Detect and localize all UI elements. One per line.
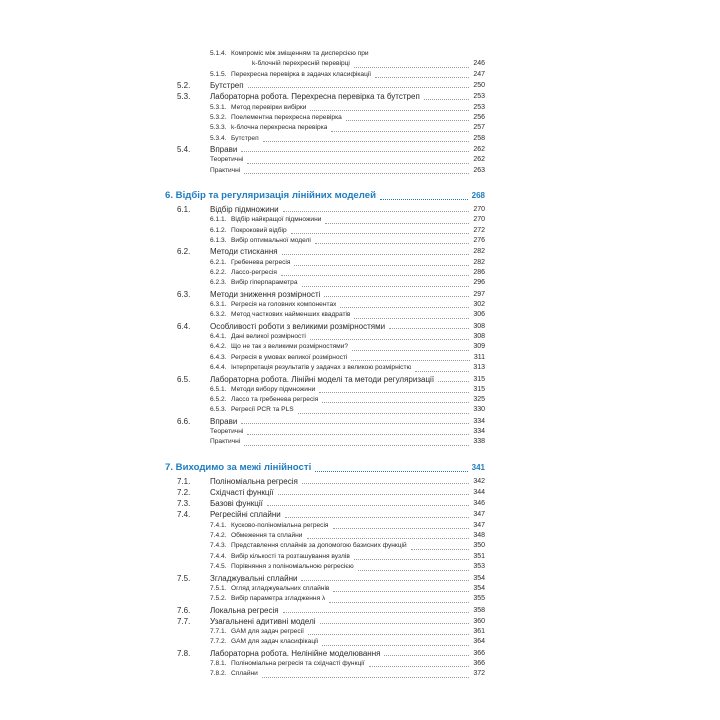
toc-subsection[interactable] [165,385,485,395]
entry-title: Східчасті функції [210,488,274,498]
dot-leader [283,211,470,212]
entry-page-number: 364 [473,638,485,646]
entry-page-number: 246 [473,60,485,68]
entry-title: Поліноміальна регресія та східчасті функції [231,659,365,667]
toc-subsection[interactable] [165,268,485,278]
entry-title: Вправи [210,145,238,155]
entry-number: 5.3.1. [210,103,227,111]
entry-number: 6.3.1. [210,300,227,308]
entry-number: 5.2. [177,81,191,91]
entry-title: Базові функції [210,499,263,509]
toc-subsection[interactable] [165,562,485,572]
dot-leader [411,549,470,550]
dot-leader [285,517,470,518]
toc-subsection[interactable] [165,594,485,604]
entry-title: Вибір кількості та розташування вузлів [231,552,350,560]
entry-page-number: 358 [473,606,485,614]
toc-subsection[interactable] [165,103,485,113]
toc-subsection[interactable] [165,521,485,531]
entry-title: Вправи [210,416,238,426]
entry-title: Перехресна перевірка в задачах класифікації [231,70,372,78]
toc-section[interactable] [165,648,485,659]
entry-number: 7.7. [177,616,191,626]
toc-subsection[interactable] [165,258,485,268]
dot-leader [369,666,470,667]
toc-subsection[interactable] [165,637,485,647]
entry-number: 5.4. [177,145,191,155]
entry-number: 7.4.2. [210,531,227,539]
toc-subsection[interactable] [165,363,485,373]
toc-subsection[interactable] [165,310,485,320]
entry-page-number: 361 [473,627,485,635]
entry-number: 6.1.2. [210,226,227,234]
entry-page-number: 263 [473,166,485,174]
dot-leader [351,360,469,361]
entry-title: Методи вибору підмножини [231,385,316,393]
toc-subsection[interactable] [165,166,485,176]
entry-page-number: 315 [473,375,485,383]
toc-subsection[interactable] [165,134,485,144]
toc-section[interactable] [165,509,485,520]
entry-number: 5.3.2. [210,113,227,121]
dot-leader [262,677,469,678]
entry-page-number: 276 [473,237,485,245]
toc-subsection[interactable] [165,627,485,637]
entry-number: 6.5.3. [210,406,227,414]
entry-number: 7.2. [177,488,191,498]
toc-section[interactable] [165,616,485,627]
dot-leader [354,67,469,68]
dot-leader [322,645,469,646]
entry-title: Теоретичні [210,156,244,164]
dot-leader [352,350,469,351]
entry-title: Методи зниження розмірності [210,289,321,299]
entry-page-number: 366 [473,659,485,667]
entry-page-number: 262 [473,156,485,164]
entry-page-number: 334 [473,428,485,436]
dot-leader [333,591,469,592]
entry-number: 7.3. [177,499,191,509]
entry-number: 5.3.4. [210,134,227,142]
entry-title: Представлення сплайнів за допомогою базисних функцій [231,542,407,550]
entry-page-number: 354 [473,574,485,582]
dot-leader [278,494,470,495]
entry-number: 7.7.1. [210,627,227,635]
dot-leader [315,471,467,472]
entry-number: 6.5.1. [210,385,227,393]
dot-leader [294,265,469,266]
entry-page-number: 308 [473,332,485,340]
entry-title: Лабораторна робота. Нелінійне моделювання [210,648,381,658]
entry-page-number: 262 [473,146,485,154]
dot-leader [248,87,470,88]
entry-number: 6.1.3. [210,237,227,245]
dot-leader [241,423,469,424]
dot-leader [325,223,469,224]
entry-title: Поліноміальна регресія [210,476,298,486]
entry-number: 6.1.1. [210,216,227,224]
entry-number: 7.1. [177,476,191,486]
toc-section[interactable] [165,80,485,91]
dot-leader [354,318,469,319]
entry-title: Обмеження та сплайни [231,531,303,539]
toc-subsection[interactable] [165,659,485,669]
entry-title: Огляд згладжувальних сплайнів [231,584,330,592]
entry-page-number: 355 [473,595,485,603]
toc-subsection[interactable] [165,49,485,59]
entry-page-number: 353 [473,563,485,571]
entry-page-number: 297 [473,290,485,298]
entry-number: 6.2.2. [210,269,227,276]
toc-subsection[interactable] [165,427,485,437]
toc-subsection[interactable] [165,405,485,415]
toc-section[interactable] [165,289,485,300]
toc-subsection[interactable] [165,342,485,352]
dot-leader [319,392,469,393]
entry-title: Згладжувальні сплайни [210,573,298,583]
entry-number: 5.3.3. [210,124,227,132]
dot-leader [315,243,469,244]
toc-subsection[interactable] [165,353,485,363]
entry-title: Гребенева регресія [231,258,291,266]
toc-subsection[interactable] [165,669,485,679]
entry-page-number: 338 [473,438,485,446]
entry-title: GAM для задач класифікації [231,638,319,646]
entry-page-number: 250 [473,82,485,90]
toc-subsection[interactable] [165,332,485,342]
dot-leader [389,328,469,329]
toc-chapter[interactable] [165,189,485,203]
entry-title: Покроковий відбір [231,226,287,234]
entry-title: Що не так з великими розмірностями? [231,343,349,351]
entry-title: Методи стискання [210,247,278,257]
entry-title: Кусково-поліноміальна регресія [231,521,329,529]
entry-page-number: 272 [473,226,485,234]
dot-leader [375,77,469,78]
entry-title: Регресії PCR та PLS [231,406,294,414]
entry-page-number: 341 [471,462,485,472]
entry-page-number: 257 [473,124,485,132]
dot-leader [267,505,469,506]
dot-leader [283,612,470,613]
toc-subsection[interactable] [165,395,485,405]
entry-title: Лассо та гребенева регресія [231,396,319,404]
entry-title: GAM для задач регресії [231,627,304,635]
entry-title: k-блочній перехресній перевірці [252,60,350,68]
entry-title: Локальна регресія [210,605,279,615]
toc-subsection-continuation[interactable] [165,59,485,69]
entry-title: Регресійні сплайни [210,510,281,520]
toc-subsection[interactable] [165,278,485,288]
dot-leader [310,110,469,111]
dot-leader [340,307,469,308]
entry-title: 7. Виходимо за межі лінійності [165,461,312,473]
entry-page-number: 372 [473,670,485,678]
dot-leader [298,413,470,414]
dot-leader [301,580,469,581]
entry-page-number: 286 [473,269,485,276]
toc-subsection[interactable] [165,552,485,562]
dot-leader [358,570,470,571]
dot-leader [333,528,470,529]
entry-number: 6.2. [177,247,191,257]
entry-page-number: 258 [473,134,485,142]
dot-leader [415,371,469,372]
entry-page-number: 315 [473,385,485,393]
table-of-contents [165,49,485,680]
dot-leader [247,163,469,164]
entry-title: Лабораторна робота. Перехресна перевірка та бутстреп [210,92,420,102]
entry-title: Метод перевірки вибірки [231,103,307,111]
entry-title: Метод часткових найменших квадратів [231,311,351,319]
toc-subsection[interactable] [165,236,485,246]
toc-subsection[interactable] [165,113,485,123]
entry-title: Бутстреп [231,134,259,142]
entry-number: 6.4.1. [210,332,227,340]
entry-page-number: 268 [471,191,485,201]
entry-title: Дані великої розмірності [231,332,306,340]
dot-leader [307,538,470,539]
entry-page-number: 347 [473,521,485,529]
entry-number: 7.8.2. [210,670,227,678]
entry-page-number: 344 [473,489,485,497]
dot-leader [247,434,469,435]
toc-section[interactable] [165,91,485,102]
entry-title: Вибір оптимальної моделі [231,237,311,245]
entry-number: 6.3.2. [210,311,227,319]
entry-number: 7.4.5. [210,563,227,571]
toc-subsection[interactable] [165,584,485,594]
entry-page-number: 366 [473,649,485,657]
dot-leader [241,151,469,152]
entry-title: Вибір гіперпараметра [231,279,298,287]
entry-number: 6.4.3. [210,353,227,361]
entry-number: 5.3. [177,92,191,102]
entry-page-number: 302 [473,300,485,308]
dot-leader [282,254,470,255]
entry-number: 7.5. [177,573,191,583]
entry-page-number: 360 [473,617,485,625]
dot-leader [324,296,469,297]
toc-subsection[interactable] [165,226,485,236]
dot-leader [380,199,468,200]
entry-page-number: 325 [473,396,485,404]
toc-subsection[interactable] [165,70,485,80]
entry-page-number: 350 [473,542,485,550]
toc-section[interactable] [165,416,485,427]
entry-page-number: 308 [473,322,485,330]
entry-page-number: 256 [473,113,485,121]
entry-number: 6.2.3. [210,279,227,287]
toc-section[interactable] [165,144,485,155]
dot-leader [424,99,470,100]
toc-section[interactable] [165,204,485,215]
entry-number: 7.5.1. [210,584,227,592]
entry-title: Теоретичні [210,428,244,436]
entry-number: 6.4.2. [210,343,227,351]
dot-leader [329,602,469,603]
toc-chapter[interactable] [165,461,485,475]
entry-title: k-блочна перехресна перевірка [231,124,328,132]
entry-page-number: 311 [473,353,485,361]
toc-section[interactable] [165,498,485,509]
toc-subsection[interactable] [165,531,485,541]
entry-number: 5.1.5. [210,70,227,78]
dot-leader [438,381,469,382]
entry-page-number: 351 [473,552,485,560]
entry-number: 6.3. [177,289,191,299]
entry-number: 5.1.4. [210,49,227,57]
entry-number: 7.4.1. [210,521,227,529]
entry-number: 6.5. [177,374,191,384]
dot-leader [244,173,469,174]
entry-page-number: 282 [473,248,485,256]
toc-subsection[interactable] [165,123,485,133]
entry-page-number: 247 [473,70,485,78]
entry-number: 6.2.1. [210,258,227,266]
dot-leader [384,655,469,656]
dot-leader [291,233,470,234]
entry-number: 7.4.3. [210,542,227,550]
entry-page-number: 253 [473,93,485,101]
toc-section[interactable] [165,487,485,498]
entry-page-number: 313 [473,364,485,372]
dot-leader [263,141,470,142]
dot-leader [302,483,470,484]
entry-page-number: 282 [473,258,485,266]
entry-title: Компроміс між зміщенням та дисперсією при [231,49,369,57]
entry-title: 6. Відбір та регуляризація лінійних моделей [165,190,376,202]
entry-page-number: 270 [473,216,485,224]
entry-title: Лабораторна робота. Лінійні моделі та методи регуляризації [210,374,435,384]
entry-page-number: 270 [473,206,485,214]
entry-title: Регресія на головних компонентах [231,300,337,308]
entry-page-number: 347 [473,511,485,519]
toc-section[interactable] [165,246,485,257]
entry-title: Узагальнені адитивні моделі [210,616,316,626]
entry-page-number: 296 [473,279,485,287]
toc-section[interactable] [165,321,485,332]
entry-title: Поелементна перехресна перевірка [231,113,342,121]
entry-number: 7.4. [177,510,191,520]
entry-number: 6.4. [177,321,191,331]
entry-title: Інтерпретація результатів у задачах з великою розмірністю [231,364,412,372]
entry-title: Вибір параметра згладження λ [231,595,326,603]
entry-title: Сплайни [231,670,258,678]
entry-title: Порівняння з поліноміальною регресією [231,563,354,571]
toc-section[interactable] [165,573,485,584]
entry-page-number: 342 [473,477,485,485]
toc-subsection[interactable] [165,215,485,225]
entry-number: 6.6. [177,416,191,426]
entry-title: Регресія в умовах великої розмірності [231,353,348,361]
entry-title: Відбір найкращої підмножини [231,216,322,224]
entry-page-number: 309 [473,343,485,351]
entry-title: Відбір підмножини [210,205,279,215]
dot-leader [302,286,470,287]
entry-title: Практичні [210,166,241,174]
toc-subsection[interactable] [165,155,485,165]
toc-subsection[interactable] [165,300,485,310]
entry-number: 7.6. [177,605,191,615]
entry-number: 6.1. [177,205,191,215]
dot-leader [354,559,469,560]
entry-page-number: 346 [473,500,485,508]
dot-leader [281,275,469,276]
entry-title: Бутстреп [210,81,244,91]
entry-number: 7.7.2. [210,638,227,646]
toc-section[interactable] [165,605,485,616]
entry-number: 7.5.2. [210,595,227,603]
dot-leader [331,131,469,132]
entry-number: 6.5.2. [210,396,227,404]
dot-leader [244,445,469,446]
entry-page-number: 306 [473,311,485,319]
dot-leader [310,339,470,340]
entry-number: 7.8.1. [210,659,227,667]
entry-title: Практичні [210,438,241,446]
entry-number: 6.4.4. [210,364,227,372]
entry-page-number: 354 [473,584,485,592]
toc-section[interactable] [165,374,485,385]
dot-leader [322,402,469,403]
dot-leader [308,634,469,635]
entry-number: 7.4.4. [210,552,227,560]
dot-leader [346,120,470,121]
entry-page-number: 334 [473,417,485,425]
toc-section[interactable] [165,476,485,487]
entry-title: Особливості роботи з великими розмірностями [210,321,386,331]
toc-subsection[interactable] [165,541,485,551]
entry-number: 7.8. [177,648,191,658]
dot-leader [320,623,470,624]
entry-title: Лассо-регресія [231,269,277,276]
entry-page-number: 253 [473,103,485,111]
entry-page-number: 348 [473,531,485,539]
toc-subsection[interactable] [165,437,485,447]
entry-page-number: 330 [473,406,485,414]
